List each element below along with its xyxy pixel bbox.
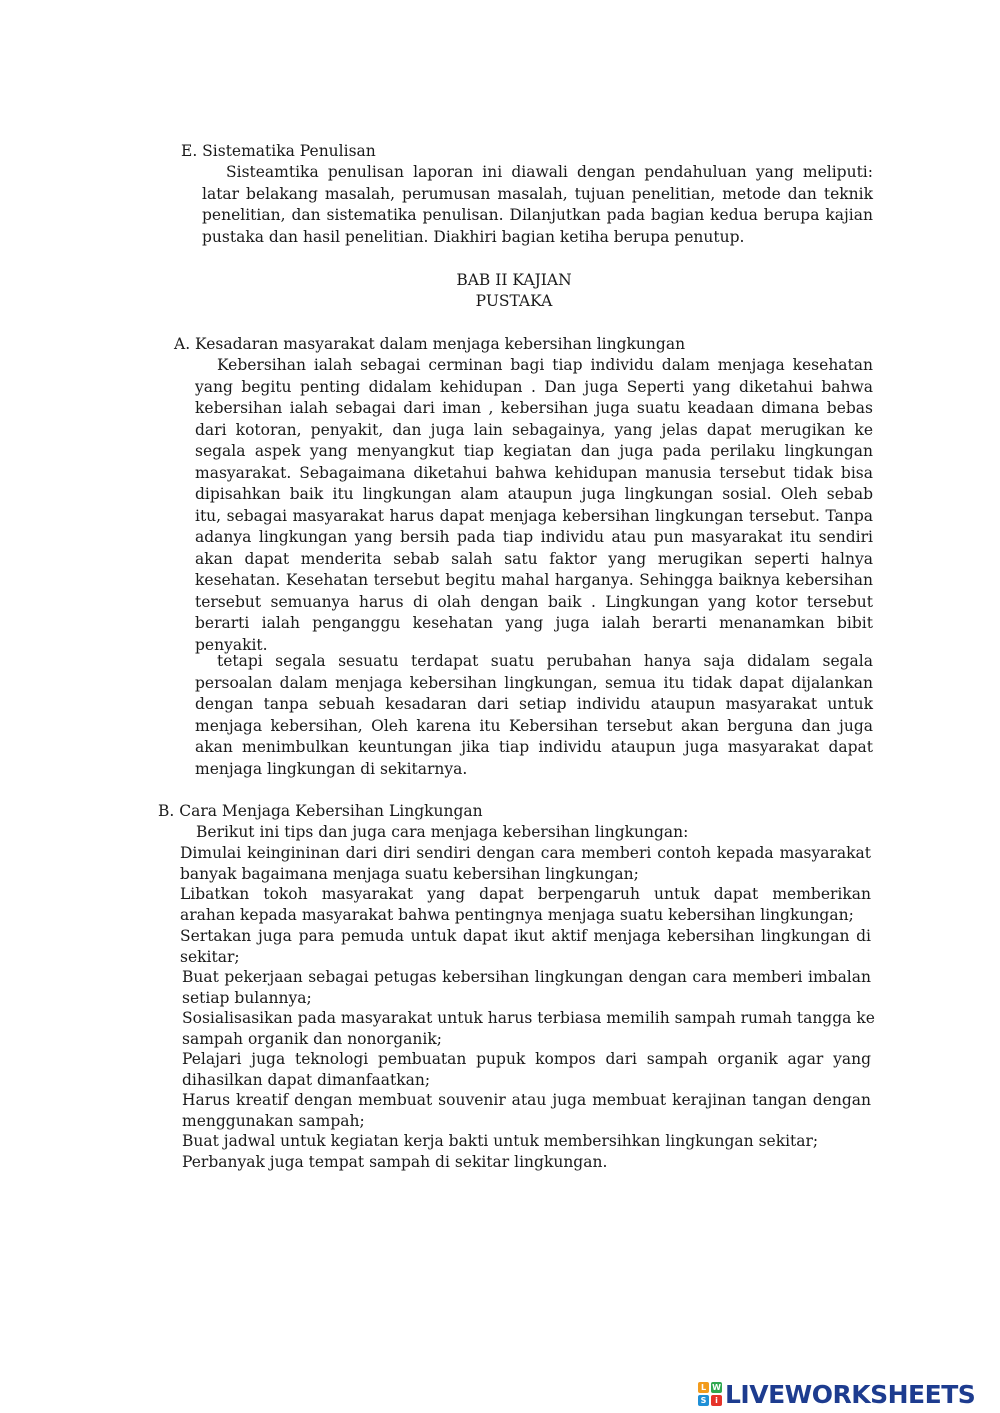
- section-a-para-2-line: akan menimbulkan keuntungan jika tiap individu ataupun juga masyarakat dapat: [195, 738, 873, 756]
- section-e-heading: E. Sistematika Penulisan: [181, 142, 376, 160]
- section-e-paragraph: [202, 162, 873, 248]
- tips-intro: Berikut ini tips dan juga cara menjaga kebersihan lingkungan:: [196, 823, 689, 841]
- section-b-heading: B. Cara Menjaga Kebersihan Lingkungan: [158, 802, 483, 820]
- tip-item-line: dihasilkan dapat dimanfaatkan;: [182, 1070, 431, 1089]
- section-a-para-2-line: menjaga kebersihan, Oleh karena itu Kebersihan tersebut akan berguna dan juga: [195, 716, 873, 735]
- liveworksheets-logo[interactable]: [698, 1377, 975, 1411]
- section-a-para-1-line: kebersihan ialah sebagai dari iman , kebersihan juga suatu keadaan dimana bebas: [195, 399, 873, 417]
- section-a-para-1-line: tersebut semuanya harus di olah dengan baik . Lingkungan yang kotor tersebut: [195, 592, 873, 611]
- section-e-line: pustaka dan hasil penelitian. Diakhiri bagian ketiha berupa penutup.: [202, 227, 745, 246]
- tip-item: [182, 967, 871, 1008]
- liveworksheets-logo-text: LIVEWORKSHEETS: [725, 1379, 976, 1409]
- logo-tile-2: W: [712, 1383, 721, 1392]
- tip-item: [182, 1131, 871, 1152]
- tip-item: [180, 884, 871, 925]
- tip-item: [182, 1152, 871, 1173]
- tip-item-line: sekitar;: [180, 947, 240, 966]
- tip-item-line: Libatkan tokoh masyarakat yang dapat berpengaruh untuk dapat memberikan: [180, 885, 871, 903]
- tip-item-line: Sertakan juga para pemuda untuk dapat ikut aktif menjaga kebersihan lingkungan di: [180, 927, 871, 945]
- tip-item-line: Dimulai keingininan dari diri sendiri dengan cara memberi contoh kepada masyarakat: [180, 844, 871, 862]
- section-e-line: latar belakang masalah, perumusan masalah, tujuan penelitian, metode dan teknik: [202, 184, 873, 203]
- tip-item-line: menggunakan sampah;: [182, 1111, 365, 1130]
- tip-item: [182, 1049, 871, 1090]
- section-a-para-1-line: akan dapat menderita sebab salah satu faktor yang merugikan seperti halnya: [195, 549, 873, 568]
- tip-item-line: Pelajari juga teknologi pembuatan pupuk kompos dari sampah organik agar yang: [182, 1050, 871, 1068]
- section-a-para-2-line: menjaga lingkungan di sekitarnya.: [195, 759, 468, 778]
- chapter-title-line-2: PUSTAKA: [475, 292, 553, 310]
- section-a-para-2-line: dengan tanpa sebuah kesadaran dari setiap individu ataupun masyarakat untuk: [195, 695, 873, 713]
- tip-item-line: Buat jadwal untuk kegiatan kerja bakti untuk membersihkan lingkungan sekitar;: [182, 1132, 819, 1150]
- section-a-para-1-line: penyakit.: [195, 635, 268, 654]
- tip-item-line: setiap bulannya;: [182, 988, 312, 1007]
- section-a-para-1-line: dari kotoran, penyakit, dan juga lain sebagainya, yang jelas dapat merugikan ke: [195, 420, 873, 439]
- tip-item-line: banyak bagaimana menjaga suatu kebersihan lingkungan;: [180, 864, 639, 883]
- logo-tile-4: i: [711, 1395, 722, 1406]
- tip-item: [182, 1090, 871, 1131]
- section-a-para-1-line: itu, sebagai masyarakat harus dapat menjaga kebersihan lingkungan tersebut. Tanpa: [195, 506, 873, 525]
- section-a-para-2-line: persoalan dalam menjaga kebersihan lingkungan, semua itu tidak dapat dijalankan: [195, 673, 873, 692]
- tip-item-line: Harus kreatif dengan membuat souvenir atau juga membuat kerajinan tangan dengan: [182, 1091, 871, 1109]
- chapter-title-line-1: BAB II KAJIAN: [456, 271, 572, 289]
- tip-item-line: sampah organik dan nonorganik;: [182, 1029, 442, 1048]
- section-e-line: penelitian, dan sistematika penulisan. Dilanjutkan pada bagian kedua berupa kajian: [202, 206, 873, 224]
- section-a-para-1-line: Kebersihan ialah sebagai cerminan bagi tiap individu dalam menjaga kesehatan: [217, 356, 873, 374]
- section-a-para-1-line: yang begitu penting didalam kehidupan . Dan juga Seperti yang diketahui bahwa: [195, 377, 873, 396]
- tip-item-line: Sosialisasikan pada masyarakat untuk harus terbiasa memilih sampah rumah tangga ke: [182, 1009, 875, 1027]
- tip-item: [180, 843, 871, 884]
- section-a-para-1-line: segala aspek yang menyangkut tiap kegiatan dan juga pada perilaku lingkungan: [195, 442, 873, 460]
- tip-item-line: Perbanyak juga tempat sampah di sekitar lingkungan.: [182, 1153, 608, 1171]
- section-a-para-1-line: kesehatan. Kesehatan tersebut begitu mahal harganya. Sehingga baiknya kebersihan: [195, 571, 873, 589]
- tip-item-line: arahan kepada masyarakat bahwa pentingnya menjaga suatu kebersihan lingkungan;: [180, 905, 854, 924]
- tip-item: [182, 1008, 875, 1049]
- logo-tile-3: S: [698, 1395, 709, 1406]
- section-e-line: Sisteamtika penulisan laporan ini diawali dengan pendahuluan yang meliputi:: [226, 163, 873, 181]
- section-a-heading: A. Kesadaran masyarakat dalam menjaga kebersihan lingkungan: [174, 335, 686, 353]
- tip-item-line: Buat pekerjaan sebagai petugas kebersihan lingkungan dengan cara memberi imbalan: [182, 968, 871, 986]
- logo-tile-1: L: [698, 1382, 709, 1393]
- section-a-para-1-line: adanya lingkungan yang bersih pada tiap individu atau pun masyarakat itu sendiri: [195, 528, 873, 546]
- chapter-title: [0, 270, 1000, 312]
- section-a-para-1-line: masyarakat. Sebagaimana diketahui bahwa kehidupan manusia tersebut tidak bisa: [195, 463, 873, 482]
- section-a-paragraph-1: [195, 355, 873, 656]
- section-a-para-1-line: dipisahkan baik itu lingkungan alam ataupun juga lingkungan sosial. Oleh sebab: [195, 485, 873, 503]
- liveworksheets-logo-icon: [698, 1382, 722, 1406]
- section-a-para-2-line: tetapi segala sesuatu terdapat suatu perubahan hanya saja didalam segala: [217, 652, 873, 670]
- tip-item: [180, 926, 871, 967]
- section-a-paragraph-2: [195, 651, 873, 780]
- section-a-para-1-line: berarti ialah penganggu kesehatan yang juga ialah berarti menanamkan bibit: [195, 614, 873, 632]
